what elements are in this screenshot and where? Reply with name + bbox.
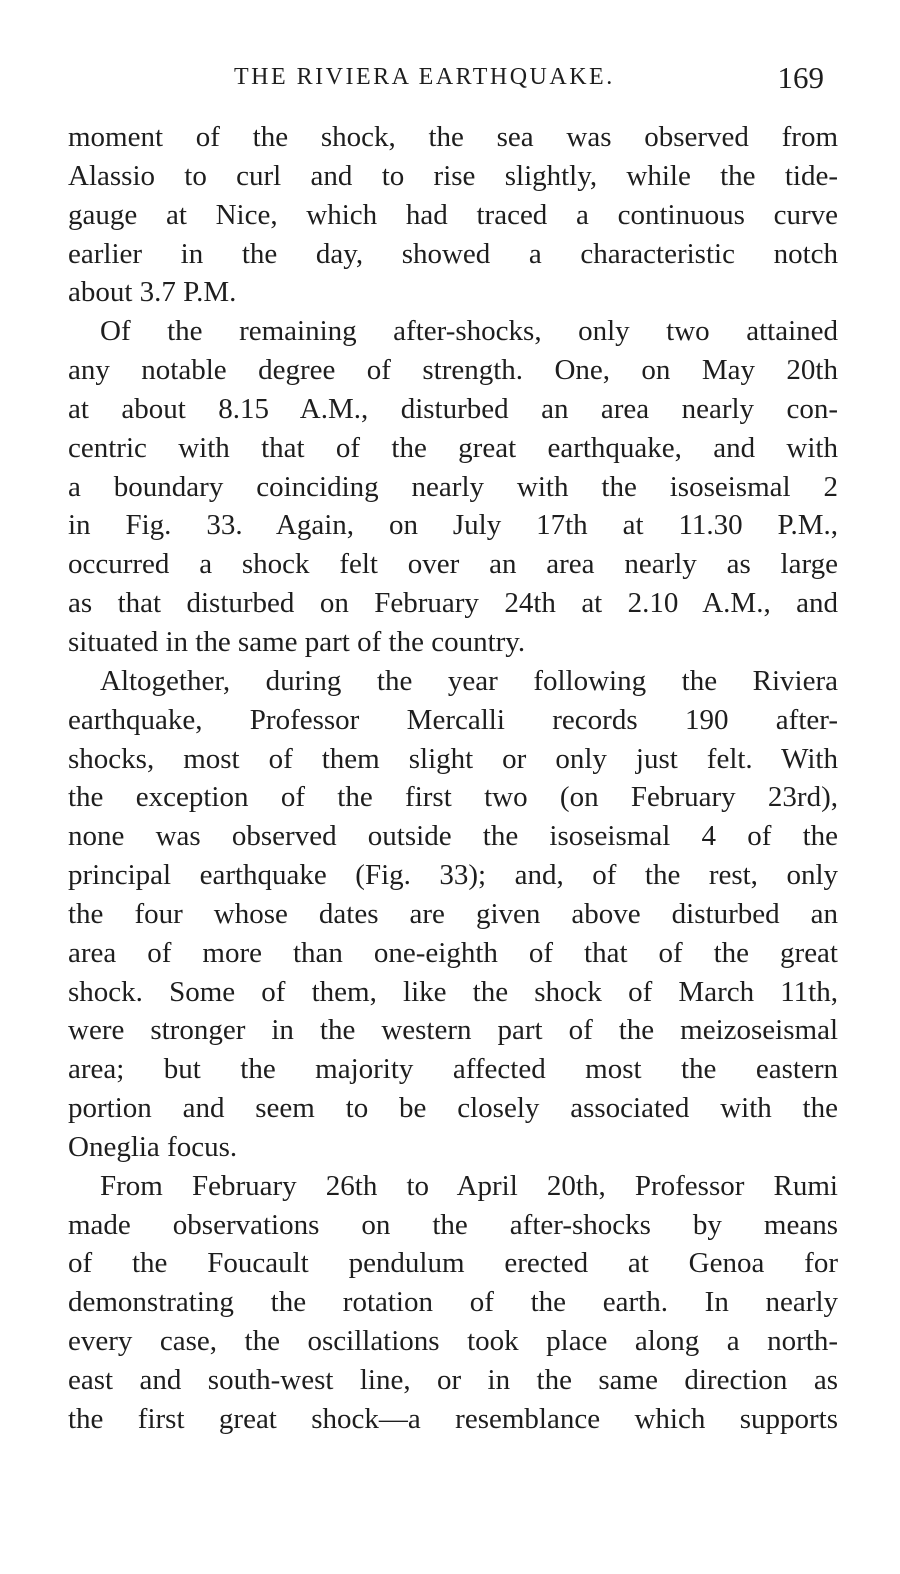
paragraph-4 bbox=[68, 1167, 838, 1439]
text-line: earlier in the day, showed a characteristic notch bbox=[68, 237, 838, 270]
text-line: area of more than one-eighth of that of the great bbox=[68, 936, 838, 969]
text-line: were stronger in the western part of the meizoseismal bbox=[68, 1014, 838, 1047]
text-line: Of the remaining after-shocks, only two attained bbox=[100, 315, 838, 348]
text-line: Altogether, during the year following the Riviera bbox=[100, 664, 838, 697]
text-line: Oneglia focus. bbox=[68, 1130, 238, 1163]
text-line: as that disturbed on February 24th at 2.10 A.M., and bbox=[68, 587, 838, 620]
text-line: Alassio to curl and to rise slightly, while the tide- bbox=[68, 159, 838, 192]
text-line: principal earthquake (Fig. 33); and, of the rest, only bbox=[68, 859, 838, 892]
text-line: any notable degree of strength. One, on May 20th bbox=[68, 354, 838, 387]
text-line: demonstrating the rotation of the earth. In nearly bbox=[68, 1286, 838, 1319]
text-line: a boundary coinciding nearly with the isoseismal 2 bbox=[68, 470, 838, 503]
text-line: every case, the oscillations took place along a north- bbox=[68, 1325, 838, 1358]
text-line: situated in the same part of the country. bbox=[68, 625, 526, 658]
text-line: none was observed outside the isoseismal 4 of the bbox=[68, 820, 838, 853]
paragraph-2 bbox=[68, 312, 838, 662]
text-line: occurred a shock felt over an area nearly as large bbox=[68, 548, 838, 581]
text-line: gauge at Nice, which had traced a continuous curve bbox=[68, 198, 838, 231]
text-line: made observations on the after-shocks by means bbox=[68, 1208, 838, 1241]
text-line: moment of the shock, the sea was observed from bbox=[68, 121, 838, 153]
body-text bbox=[68, 118, 838, 1439]
running-head bbox=[66, 60, 836, 96]
text-line: at about 8.15 A.M., disturbed an area nearly con- bbox=[68, 392, 838, 425]
running-head-title: THE RIVIERA EARTHQUAKE. bbox=[234, 64, 615, 90]
paragraph-1 bbox=[68, 118, 838, 312]
text-line: portion and seem to be closely associated with the bbox=[68, 1092, 838, 1125]
text-line: the four whose dates are given above disturbed an bbox=[68, 897, 838, 930]
text-line: shock. Some of them, like the shock of March 11th, bbox=[68, 975, 838, 1008]
text-line: earthquake, Professor Mercalli records 190 after- bbox=[68, 703, 838, 736]
text-line: shocks, most of them slight or only just felt. With bbox=[68, 742, 838, 775]
text-line: From February 26th to April 20th, Professor Rumi bbox=[100, 1169, 838, 1202]
page-number: 169 bbox=[777, 60, 824, 95]
text-line: in Fig. 33. Again, on July 17th at 11.30 P.M., bbox=[68, 509, 838, 542]
text-line: the exception of the first two (on February 23rd), bbox=[68, 781, 838, 814]
text-line: of the Foucault pendulum erected at Genoa for bbox=[68, 1247, 838, 1280]
text-line: about 3.7 P.M. bbox=[68, 276, 237, 309]
text-line: centric with that of the great earthquake, and with bbox=[68, 431, 838, 464]
text-line: area; but the majority affected most the eastern bbox=[68, 1053, 838, 1086]
paragraph-3 bbox=[68, 662, 838, 1167]
text-line: east and south-west line, or in the same direction as bbox=[68, 1364, 838, 1396]
text-line: the first great shock—a resemblance which supports bbox=[68, 1402, 838, 1435]
